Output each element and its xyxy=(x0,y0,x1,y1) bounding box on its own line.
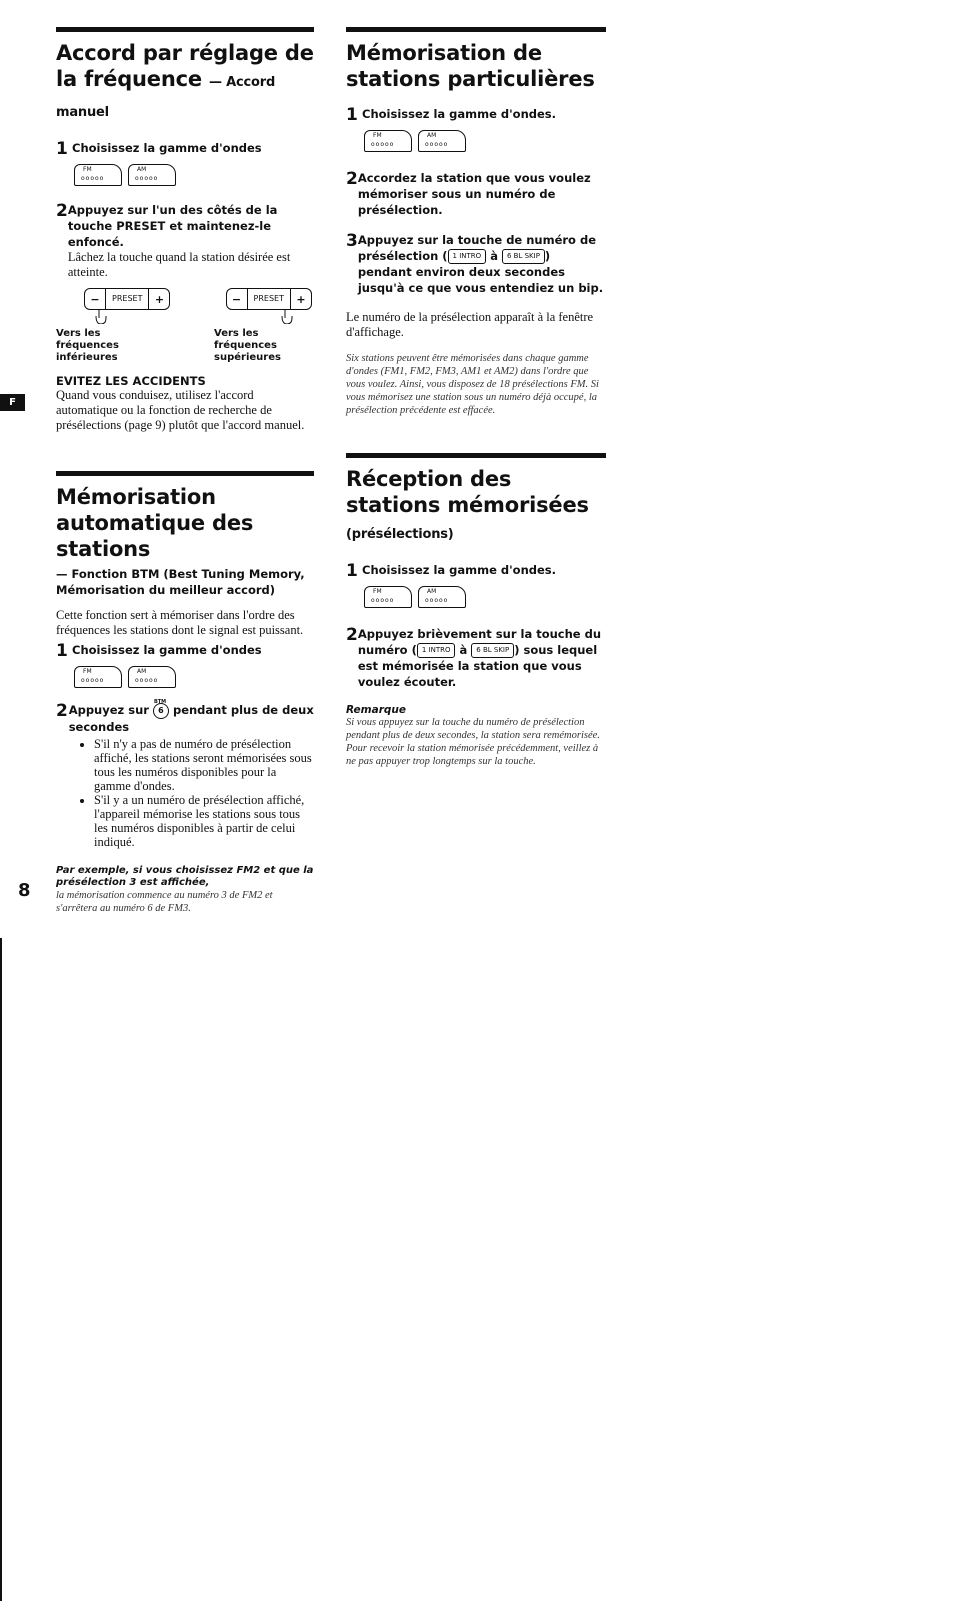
section-btm xyxy=(56,471,314,915)
section-subtitle: — Accord manuel xyxy=(56,75,276,120)
example-block xyxy=(56,865,314,915)
am-button-icon: AM ooooo xyxy=(128,666,176,688)
fm-button-icon: FM ooooo xyxy=(74,164,122,186)
section-subtitle: — Fonction BTM (Best Tuning Memory, Mémorisation du meilleur accord) xyxy=(56,567,305,597)
language-tab: F xyxy=(0,394,25,411)
step-1 xyxy=(346,562,606,580)
remark-body: Si vous appuyez sur la touche du numéro de présélection pendant plus de deux secondes, la station sera remémorisée. Pour recevoir la station mémorisée précédemment, veillez à ne pas appuyer trop longtemps sur la touche. xyxy=(346,717,600,767)
direction-captions xyxy=(56,328,314,364)
band-buttons-illustration xyxy=(364,586,606,608)
step-1 xyxy=(346,106,606,124)
caption-higher: Vers les fréquences supérieures xyxy=(214,328,281,363)
step-text: Appuyez sur l'un des côtés de la touche PRESET et maintenez-le enfoncé. xyxy=(67,203,278,249)
finger-icon xyxy=(280,310,294,324)
caption-lower: Vers les fréquences inférieures xyxy=(56,328,119,363)
section-rule xyxy=(56,471,314,476)
right-column xyxy=(346,27,606,768)
section-title: Mémorisation de stations particulières xyxy=(346,41,595,91)
step-body: Lâchez la touche quand la station désirée est atteinte. xyxy=(67,250,291,279)
preset-6-key: 6 BL SKIP xyxy=(502,249,545,264)
preset-button-icon: − PRESET + xyxy=(226,288,312,310)
step-text: Choisissez la gamme d'ondes xyxy=(72,643,262,657)
section-rule xyxy=(56,27,314,32)
section-preset-reception xyxy=(346,453,606,768)
step-number: 3 xyxy=(346,231,358,251)
step-number: 2 xyxy=(346,169,358,189)
section-manual-tuning xyxy=(56,27,314,433)
left-column xyxy=(56,27,314,915)
preset-illustration xyxy=(84,288,312,310)
step-text: Appuyez sur 6 BTM pendant plus de deux secondes xyxy=(68,698,314,734)
section-intro: Cette fonction sert à mémoriser dans l'ordre des fréquences les stations dont le signal est puissant. xyxy=(56,608,304,637)
example-body: la mémorisation commence au numéro 3 de FM2 et s'arrêtera au numéro 6 de FM3. xyxy=(56,889,273,914)
finger-icon xyxy=(94,310,108,324)
section-title: Réception des stations mémorisées (présélections) xyxy=(346,467,589,542)
step-number: 1 xyxy=(56,139,68,159)
preset-1-key: 1 INTRO xyxy=(448,249,487,264)
step-2 xyxy=(346,170,606,218)
list-item: • S'il y a un numéro de présélection affiché, l'appareil mémorise les stations sous tous les numéros disponibles à partir de celui indiqué. xyxy=(94,793,314,849)
section-body: Le numéro de la présélection apparaît à la fenêtre d'affichage. xyxy=(346,310,594,339)
section-title: Accord par réglage de la fréquence — Accord manuel xyxy=(56,41,314,120)
warning-block xyxy=(56,374,314,433)
step-2 xyxy=(346,626,606,690)
section-note: Six stations peuvent être mémorisées dans chaque gamme d'ondes (FM1, FM2, FM3, AM1 et AM2) dans l'ordre que vous voulez. Ainsi, vous disposez de 18 présélections FM. Si vous mémorisez une station sous un numéro déjà occupé, la présélection précédente est effacée. xyxy=(346,353,599,416)
fm-button-icon: FM ooooo xyxy=(364,130,412,152)
section-title: Mémorisation automatique des stations xyxy=(56,485,254,561)
step-1 xyxy=(56,140,314,158)
step-text: Appuyez brièvement sur la touche du numéro ( 1 INTRO à 6 BL SKIP ) sous lequel est mémorisée la station que vous voulez écouter. xyxy=(357,627,602,689)
list-item: • S'il n'y a pas de numéro de présélection affiché, les stations seront mémorisées sous tous les numéros disponibles pour la gamme d'ondes. xyxy=(94,737,314,793)
step-number: 2 xyxy=(346,625,358,645)
step-number: 2 xyxy=(56,201,68,221)
band-buttons-illustration xyxy=(74,666,314,688)
step-text: Appuyez sur la touche de numéro de présélection ( 1 INTRO à 6 BL SKIP ) pendant environ deux secondes jusqu'à ce que vous entendiez un bip. xyxy=(357,233,604,295)
btm-key-icon: 6 BTM xyxy=(153,703,169,719)
fm-button-icon: FM ooooo xyxy=(74,666,122,688)
section-manual-memory xyxy=(346,27,606,417)
preset-button-icon: − PRESET + xyxy=(84,288,170,310)
am-button-icon: AM ooooo xyxy=(128,164,176,186)
finger-icons xyxy=(94,310,294,324)
step-2 xyxy=(56,202,314,280)
fm-button-icon: FM ooooo xyxy=(364,586,412,608)
step-number: 1 xyxy=(56,641,68,661)
warning-body: Quand vous conduisez, utilisez l'accord automatique ou la fonction de recherche de présélections (page 9) plutôt que l'accord manuel. xyxy=(56,388,305,432)
section-rule xyxy=(346,27,606,32)
section-rule xyxy=(346,453,606,458)
step-number: 2 xyxy=(56,701,68,721)
step-1 xyxy=(56,642,314,660)
band-buttons-illustration xyxy=(364,130,606,152)
example-title: Par exemple, si vous choisissez FM2 et que la présélection 3 est affichée, xyxy=(56,864,314,888)
step-text: Choisissez la gamme d'ondes. xyxy=(362,563,556,577)
step-2 xyxy=(56,698,314,735)
margin-bar xyxy=(0,938,2,1601)
preset-6-key: 6 BL SKIP xyxy=(471,643,514,658)
step-text: Choisissez la gamme d'ondes xyxy=(72,141,262,155)
step-text: Accordez la station que vous voulez mémoriser sous un numéro de présélection. xyxy=(357,171,591,217)
remark-title: Remarque xyxy=(346,704,407,716)
page-number: 8 xyxy=(18,880,31,901)
am-button-icon: AM ooooo xyxy=(418,586,466,608)
step-number: 1 xyxy=(346,105,358,125)
section-subtitle: (présélections) xyxy=(346,527,454,542)
bullet-list xyxy=(84,737,314,849)
band-buttons-illustration xyxy=(74,164,314,186)
step-text: Choisissez la gamme d'ondes. xyxy=(362,107,556,121)
am-button-icon: AM ooooo xyxy=(418,130,466,152)
preset-1-key: 1 INTRO xyxy=(417,643,456,658)
step-number: 1 xyxy=(346,561,358,581)
warning-title: EVITEZ LES ACCIDENTS xyxy=(56,374,206,388)
step-3 xyxy=(346,232,606,296)
remark-block xyxy=(346,704,606,768)
